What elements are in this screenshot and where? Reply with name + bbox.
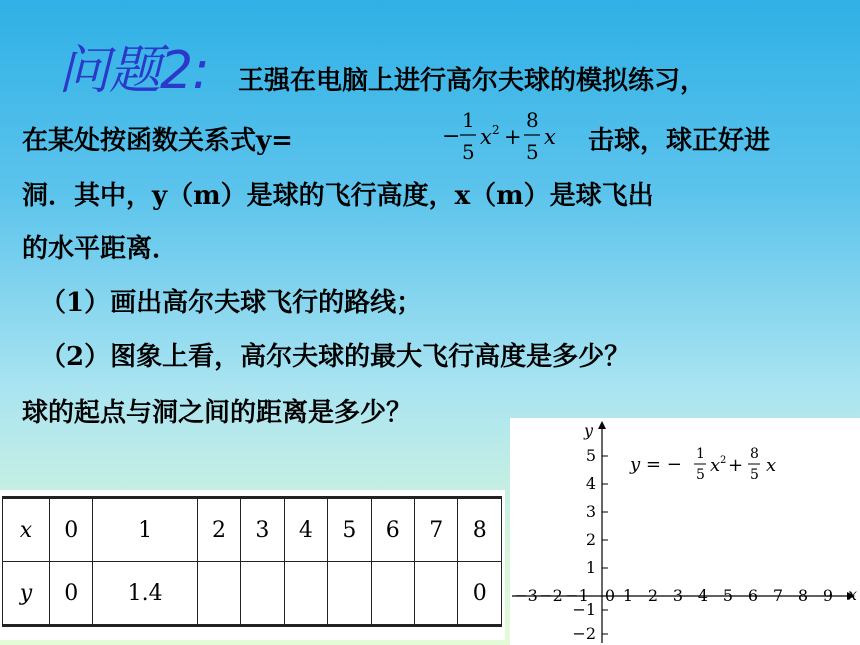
coef2-numerator: 8 <box>526 108 539 132</box>
question-1: （1）画出高尔夫球飞行的路线； <box>40 288 423 318</box>
text-line-3: 洞．其中，y（m）是球的飞行高度，x（m）是球飞出 <box>22 181 654 211</box>
table-cell: 1.4 <box>93 562 197 626</box>
x-tick-label: −2 <box>539 586 563 605</box>
table-cell: 3 <box>241 498 284 562</box>
table-cell <box>197 562 240 626</box>
y-axis-label: y <box>584 421 594 440</box>
table-cell: 7 <box>415 498 458 562</box>
text-line-2: 在某处按函数关系式y= <box>22 126 293 156</box>
x-tick-label: −3 <box>514 586 538 605</box>
table-header-y: y <box>3 562 50 626</box>
coordinate-graph <box>510 418 860 645</box>
svg-text:x: x <box>766 455 777 476</box>
table-row-x <box>3 498 502 562</box>
y-tick-label: −2 <box>572 624 596 643</box>
equation-prefix: y = − <box>630 454 682 475</box>
coef1-denominator: 5 <box>462 140 475 164</box>
value-table-panel <box>0 490 505 640</box>
x-tick-label: −1 <box>565 586 589 605</box>
text-line-7: 球的起点与洞之间的距离是多少？ <box>22 398 413 428</box>
x-tick-label: 7 <box>772 586 784 605</box>
svg-text:x: x <box>710 455 721 476</box>
svg-text:x: x <box>544 125 556 149</box>
table-cell: 0 <box>50 562 93 626</box>
coef2-denominator: 5 <box>526 140 539 164</box>
svg-text:5: 5 <box>750 467 759 483</box>
svg-text:1: 1 <box>696 446 705 462</box>
x-axis-label: x <box>848 585 858 604</box>
x-tick-label: 5 <box>722 586 734 605</box>
x-tick-label: 3 <box>672 586 684 605</box>
svg-text:5: 5 <box>696 467 705 483</box>
table-cell: 5 <box>328 498 371 562</box>
table-cell: 0 <box>50 498 93 562</box>
x-tick-label: 4 <box>697 586 709 605</box>
x-tick-label: 6 <box>747 586 759 605</box>
x-tick-label: 0 <box>604 586 616 605</box>
problem-title: 问题2: <box>58 41 209 101</box>
svg-text:8: 8 <box>750 446 759 462</box>
svg-text:2: 2 <box>492 123 500 137</box>
y-tick-label: 4 <box>585 474 596 493</box>
svg-text:+: + <box>728 455 744 476</box>
svg-text:+: + <box>504 125 522 149</box>
y-tick-label: 3 <box>585 502 596 521</box>
coef1-numerator: 1 <box>462 108 475 132</box>
table-cell: 0 <box>458 562 502 626</box>
table-cell: 6 <box>371 498 414 562</box>
table-cell <box>415 562 458 626</box>
table-cell <box>241 562 284 626</box>
table-cell: 4 <box>284 498 327 562</box>
x-tick-label: 8 <box>797 586 809 605</box>
table-row-y <box>3 562 502 626</box>
x-tick-label: 2 <box>647 586 659 605</box>
text-line-4: 的水平距离． <box>22 234 179 264</box>
svg-text:−: − <box>442 124 461 149</box>
table-cell <box>284 562 327 626</box>
svg-text:x: x <box>480 125 492 149</box>
table-cell: 2 <box>197 498 240 562</box>
table-header-x: x <box>3 498 50 562</box>
value-table <box>2 496 502 627</box>
y-tick-label: 5 <box>585 446 596 465</box>
y-tick-label: −1 <box>572 600 596 619</box>
x-tick-label: 9 <box>822 586 834 605</box>
text-line-2b: 击球，球正好进 <box>588 126 771 156</box>
svg-text:2: 2 <box>720 455 727 466</box>
table-cell <box>328 562 371 626</box>
x-tick-label: 1 <box>622 586 634 605</box>
text-line-1: 王强在电脑上进行高尔夫球的模拟练习， <box>238 66 707 96</box>
question-2: （2）图象上看，高尔夫球的最大飞行高度是多少？ <box>40 342 631 372</box>
table-cell: 1 <box>93 498 197 562</box>
table-cell: 8 <box>458 498 502 562</box>
y-tick-label: 2 <box>585 530 596 549</box>
graph-equation <box>629 446 776 483</box>
table-cell <box>371 562 414 626</box>
y-tick-label: 1 <box>585 558 596 577</box>
inline-formula <box>440 100 580 170</box>
